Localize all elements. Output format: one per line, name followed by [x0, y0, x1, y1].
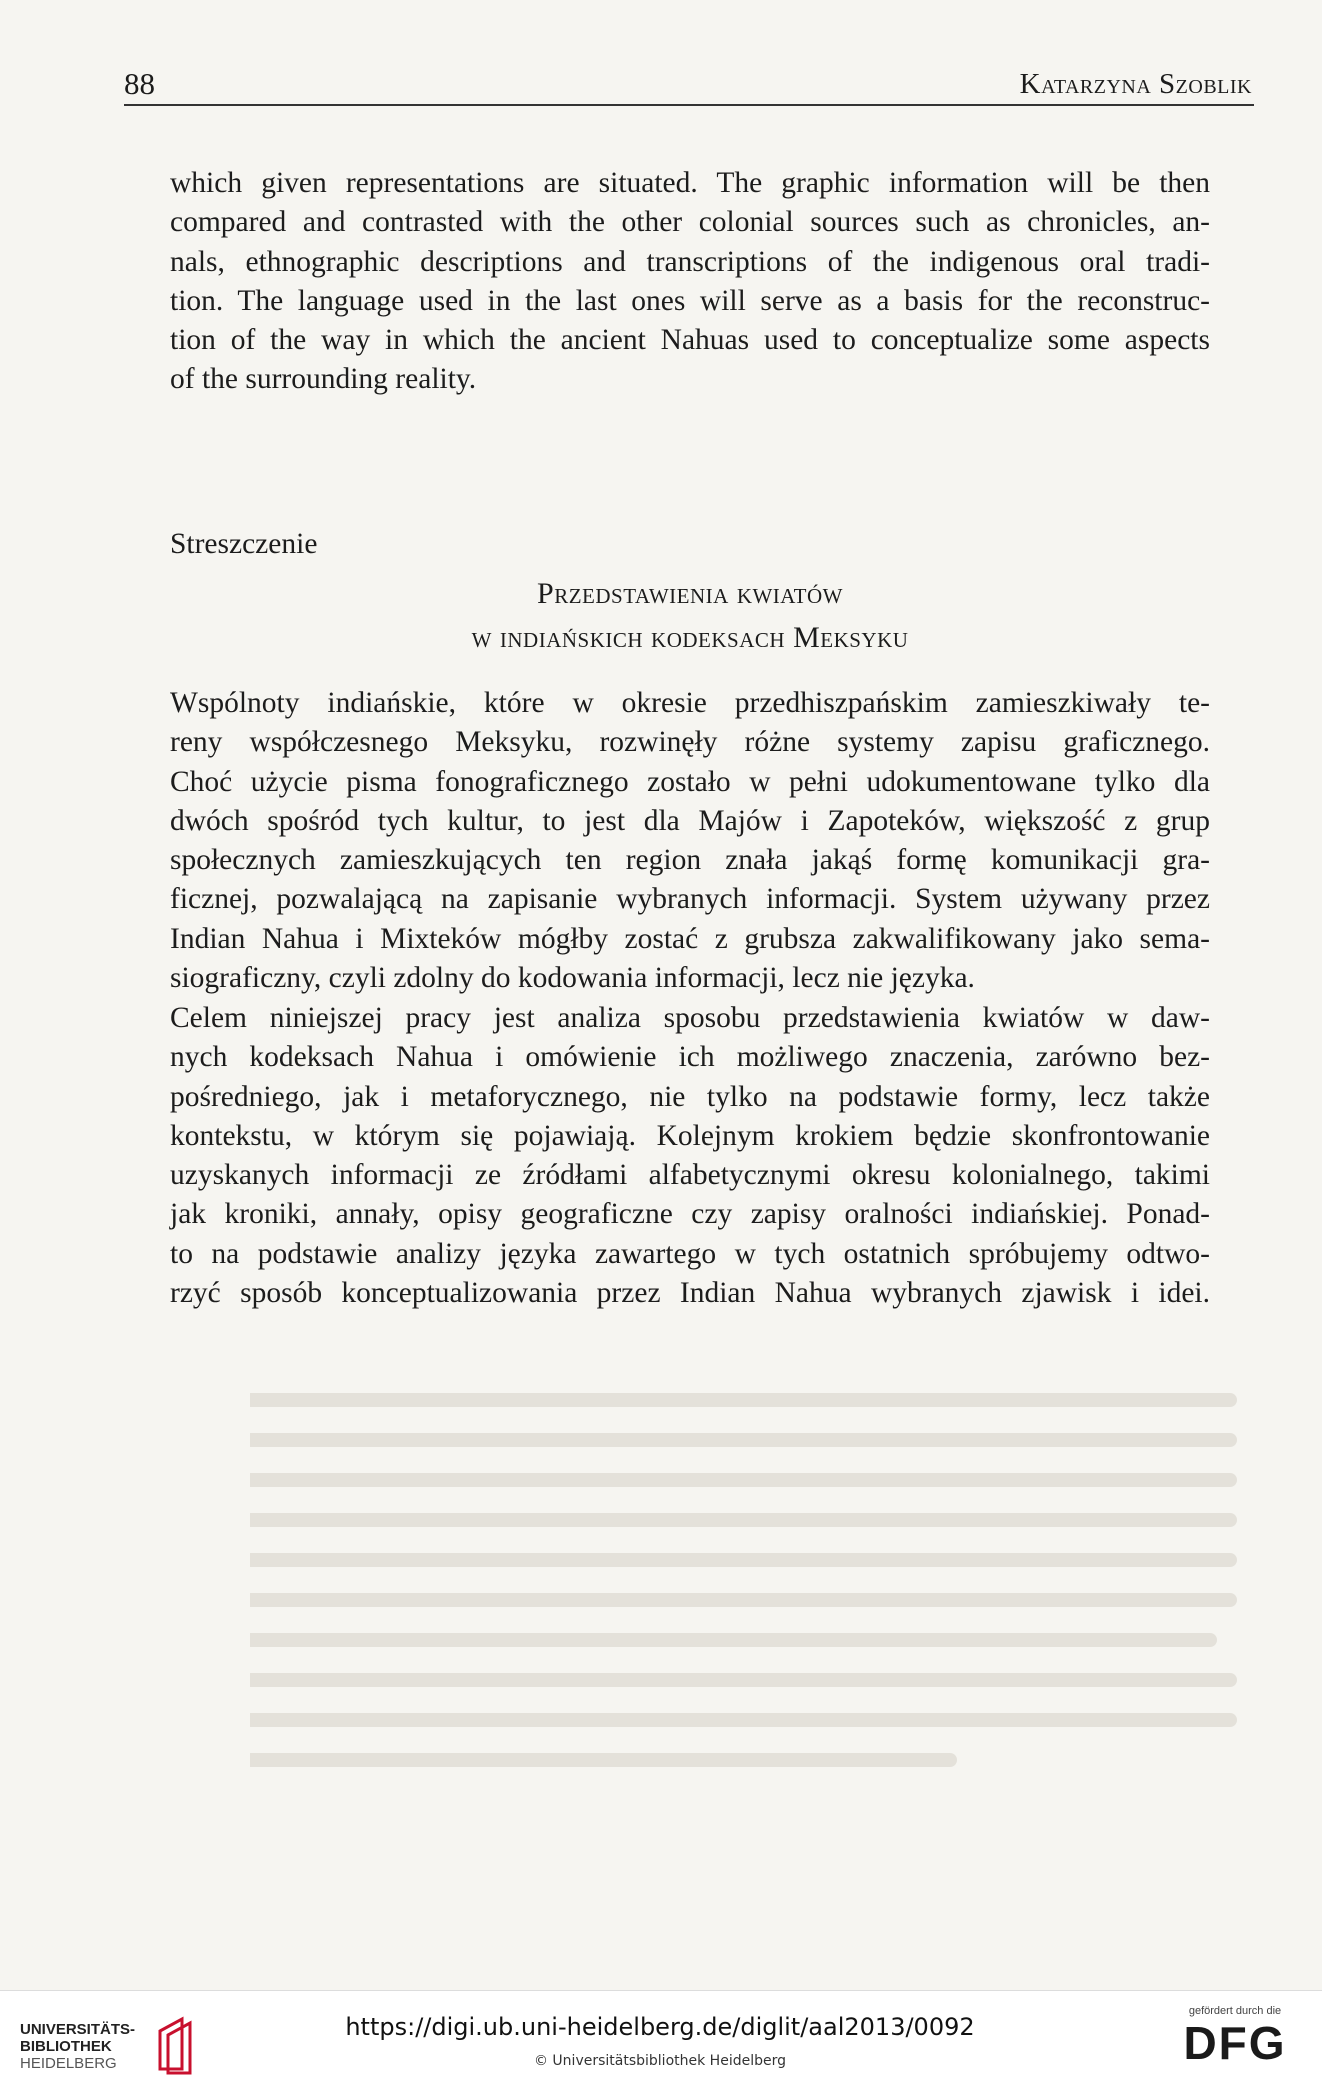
library-name-line1: UNIVERSITÄTS-	[20, 2021, 136, 2038]
summary-line: siograficzny, czyli zdolny do kodowania informacji, lecz nie języka.	[170, 962, 975, 995]
summary-line: uzyskanych informacji ze źródłami alfabetycznymi okresu kolonialnego, takimi	[170, 1159, 1210, 1192]
summary-line: Choć użycie pisma fonograficznego zostało w pełni udokumentowane tylko dla	[170, 765, 1210, 798]
summary-line: Indian Nahua i Mixteków mógłby zostać z grubsza zakwalifikowany jako sema-	[170, 922, 1210, 955]
summary-line: dwóch spośród tych kultur, to jest dla Majów i Zapoteków, większość z grup	[170, 804, 1210, 837]
intro-paragraph	[170, 164, 1210, 400]
summary-line: kontekstu, w którym się pojawiają. Kolejnym krokiem będzie skonfrontowanie	[170, 1119, 1210, 1152]
summary-line: pośredniego, jak i metaforycznego, nie tylko na podstawie formy, lecz także	[170, 1080, 1210, 1113]
library-name-line2: BIBLIOTHEK	[20, 2038, 112, 2055]
show-through-texture	[250, 1380, 1250, 1900]
summary-line: nych kodeksach Nahua i omówienie ich możliwego znaczenia, zarówno bez-	[170, 1041, 1210, 1074]
intro-line: of the surrounding reality.	[170, 363, 477, 396]
page-header	[124, 64, 1254, 106]
summary-paragraph-1	[170, 684, 1210, 998]
summary-line: Wspólnoty indiańskie, które w okresie przedhiszpańskim zamieszkiwały te-	[170, 687, 1210, 719]
summary-paragraph-2	[170, 999, 1210, 1313]
funder-note: gefördert durch die	[1188, 2005, 1282, 2017]
summary-line: rzyć sposób konceptualizowania przez Indian Nahua wybranych zjawisk i idei.	[170, 1277, 1210, 1310]
summary-line: ficznej, pozwalającą na zapisanie wybranych informacji. System używany przez	[170, 883, 1210, 916]
summary-title-line2: w indiańskich kodeksach Meksyku	[471, 621, 909, 654]
summary-title-line1: Przedstawienia kwiatów	[537, 577, 843, 610]
intro-line: tion. The language used in the last ones will serve as a basis for the reconstruc-	[170, 284, 1210, 317]
dfg-logo: DFG	[1183, 2017, 1287, 2069]
intro-line: compared and contrasted with the other colonial sources such as chronicles, an-	[170, 206, 1210, 239]
running-head: Katarzyna Szoblik	[1019, 68, 1252, 100]
library-name-line3: HEIDELBERG	[20, 2055, 117, 2072]
library-name	[20, 2021, 135, 2072]
summary-line: Celem niniejszej pracy jest analiza sposobu przedstawienia kwiatów w daw-	[170, 1002, 1210, 1034]
summary-line: reny współczesnego Meksyku, rozwinęły różne systemy zapisu graficznego.	[170, 726, 1210, 759]
summary-label: Streszczenie	[170, 528, 318, 560]
intro-line: nals, ethnographic descriptions and transcriptions of the indigenous oral tradi-	[170, 245, 1210, 278]
page-number: 88	[124, 66, 155, 101]
summary-title	[170, 572, 1210, 660]
library-emblem-icon	[152, 2013, 204, 2075]
intro-line: tion of the way in which the ancient Nahuas used to conceptualize some aspects	[170, 324, 1210, 357]
copyright-notice: © Universitätsbibliothek Heidelberg	[533, 2053, 786, 2069]
digitization-footer	[0, 1990, 1322, 2089]
library-logo[interactable]	[20, 2013, 230, 2077]
summary-line: społecznych zamieszkujących ten region znała jakąś formę komunikacji gra-	[170, 844, 1210, 877]
intro-line: which given representations are situated. The graphic information will be then	[170, 167, 1210, 199]
summary-line: to na podstawie analizy języka zawartego w tych ostatnich spróbujemy odtwo-	[170, 1237, 1210, 1270]
funder-badge[interactable]	[1170, 2005, 1300, 2069]
summary-line: jak kroniki, annały, opisy geograficzne czy zapisy oralności indiańskiej. Ponad-	[170, 1198, 1210, 1231]
permalink[interactable]: https://digi.ub.uni-heidelberg.de/diglit/aal2013/0092	[345, 2013, 975, 2041]
